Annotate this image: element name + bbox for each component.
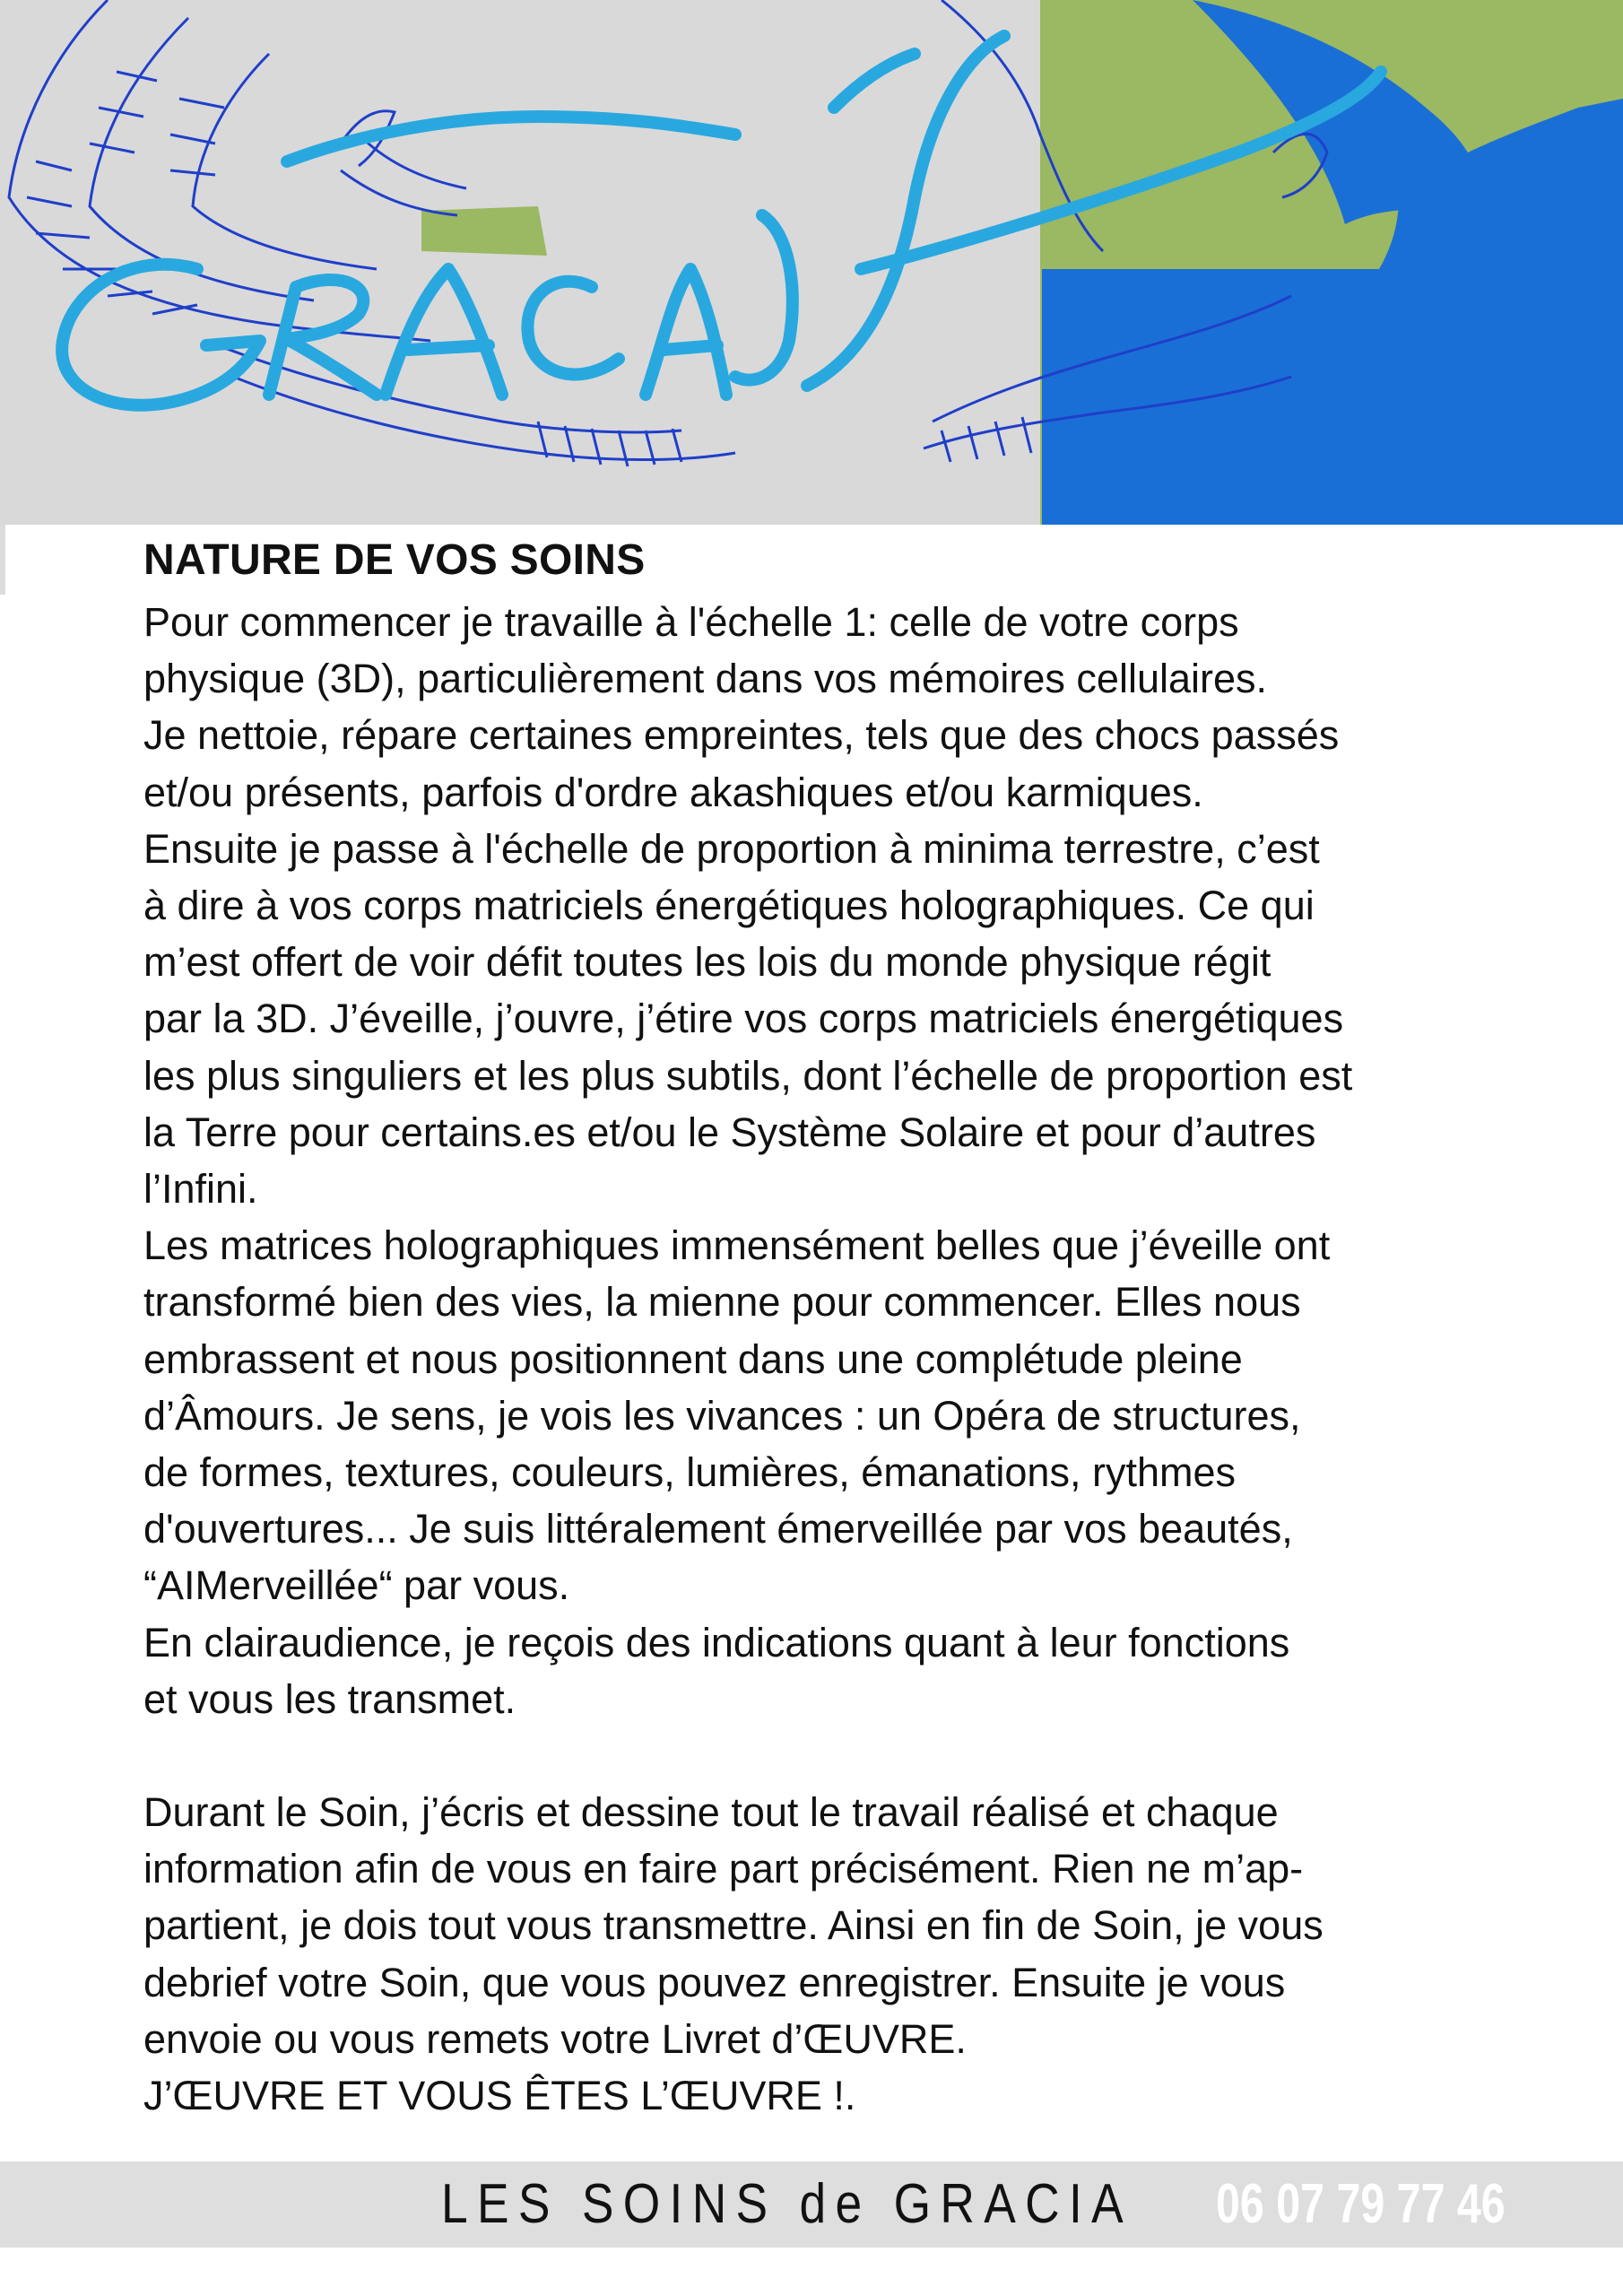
paragraph-gap: [143, 1727, 1542, 1784]
text-line: d'ouvertures... Je suis littéralement émerveillée par vos beautés,: [143, 1506, 1293, 1552]
text-line: les plus singuliers et les plus subtils, dont l’échelle de proportion est: [143, 1052, 1353, 1099]
text-line: partient, je dois tout vous transmettre. Ainsi en fin de Soin, je vous: [143, 1902, 1324, 1949]
article: [143, 531, 1542, 2124]
footer-bar: [0, 2161, 1623, 2248]
footer-phone: 06 07 79 77 46: [1216, 2173, 1506, 2235]
article-body: [143, 594, 1542, 2124]
text-line: envoie ou vous remets votre Livret d’ŒUVRE.: [143, 2015, 967, 2062]
text-line: Je nettoie, répare certaines empreintes, tels que des chocs passés: [143, 712, 1340, 759]
text-line: information afin de vous en faire part précisément. Rien ne m’ap-: [143, 1846, 1304, 1892]
text-line: physique (3D), particulièrement dans vos mémoires cellulaires.: [143, 656, 1268, 702]
text-line: à dire à vos corps matriciels énergétiques holographiques. Ce qui: [143, 883, 1315, 929]
text-line: En clairaudience, je reçois des indications quant à leur fonctions: [143, 1619, 1290, 1665]
text-line: transformé bien des vies, la mienne pour commencer. Elles nous: [143, 1279, 1301, 1326]
text-line: l’Infini.: [143, 1166, 258, 1213]
text-line: de formes, textures, couleurs, lumières, émanations, rythmes: [143, 1449, 1236, 1496]
text-line: Durant le Soin, j’écris et dessine tout le travail réalisé et chaque: [143, 1789, 1279, 1836]
text-line: par la 3D. J’éveille, j’ouvre, j’étire vos corps matriciels énergétiques: [143, 996, 1344, 1042]
header-banner: [0, 0, 1623, 525]
text-line: “AIMerveillée“ par vous.: [143, 1562, 570, 1609]
text-line: debrief votre Soin, que vous pouvez enregistrer. Ensuite je vous: [143, 1959, 1286, 2005]
text-line: et/ou présents, parfois d'ordre akashiques et/ou karmiques.: [143, 769, 1203, 815]
text-line: embrassent et nous positionnent dans une complétude pleine: [143, 1335, 1243, 1382]
text-line: J’ŒUVRE ET VOUS ÊTES L’ŒUVRE !.: [143, 2073, 856, 2119]
text-line: m’est offert de voir défit toutes les lois du monde physique régit: [143, 939, 1271, 986]
text-line: d’Âmours. Je sens, je vois les vivances : un Opéra de structures,: [143, 1392, 1301, 1439]
side-tick: [0, 525, 5, 595]
page-title: NATURE DE VOS SOINS: [143, 536, 646, 584]
text-line: Pour commencer je travaille à l'échelle 1: celle de votre corps: [143, 599, 1239, 645]
gracia-logo-artwork: [0, 0, 1623, 525]
text-line: et vous les transmet.: [143, 1675, 516, 1722]
text-line: Ensuite je passe à l'échelle de proportion à minima terrestre, c’est: [143, 825, 1320, 872]
footer-title: LES SOINS de GRACIA: [441, 2173, 1133, 2235]
text-line: Les matrices holographiques immensément belles que j’éveille ont: [143, 1222, 1331, 1269]
text-line: la Terre pour certains.es et/ou le Système Solaire et pour d’autres: [143, 1109, 1316, 1155]
